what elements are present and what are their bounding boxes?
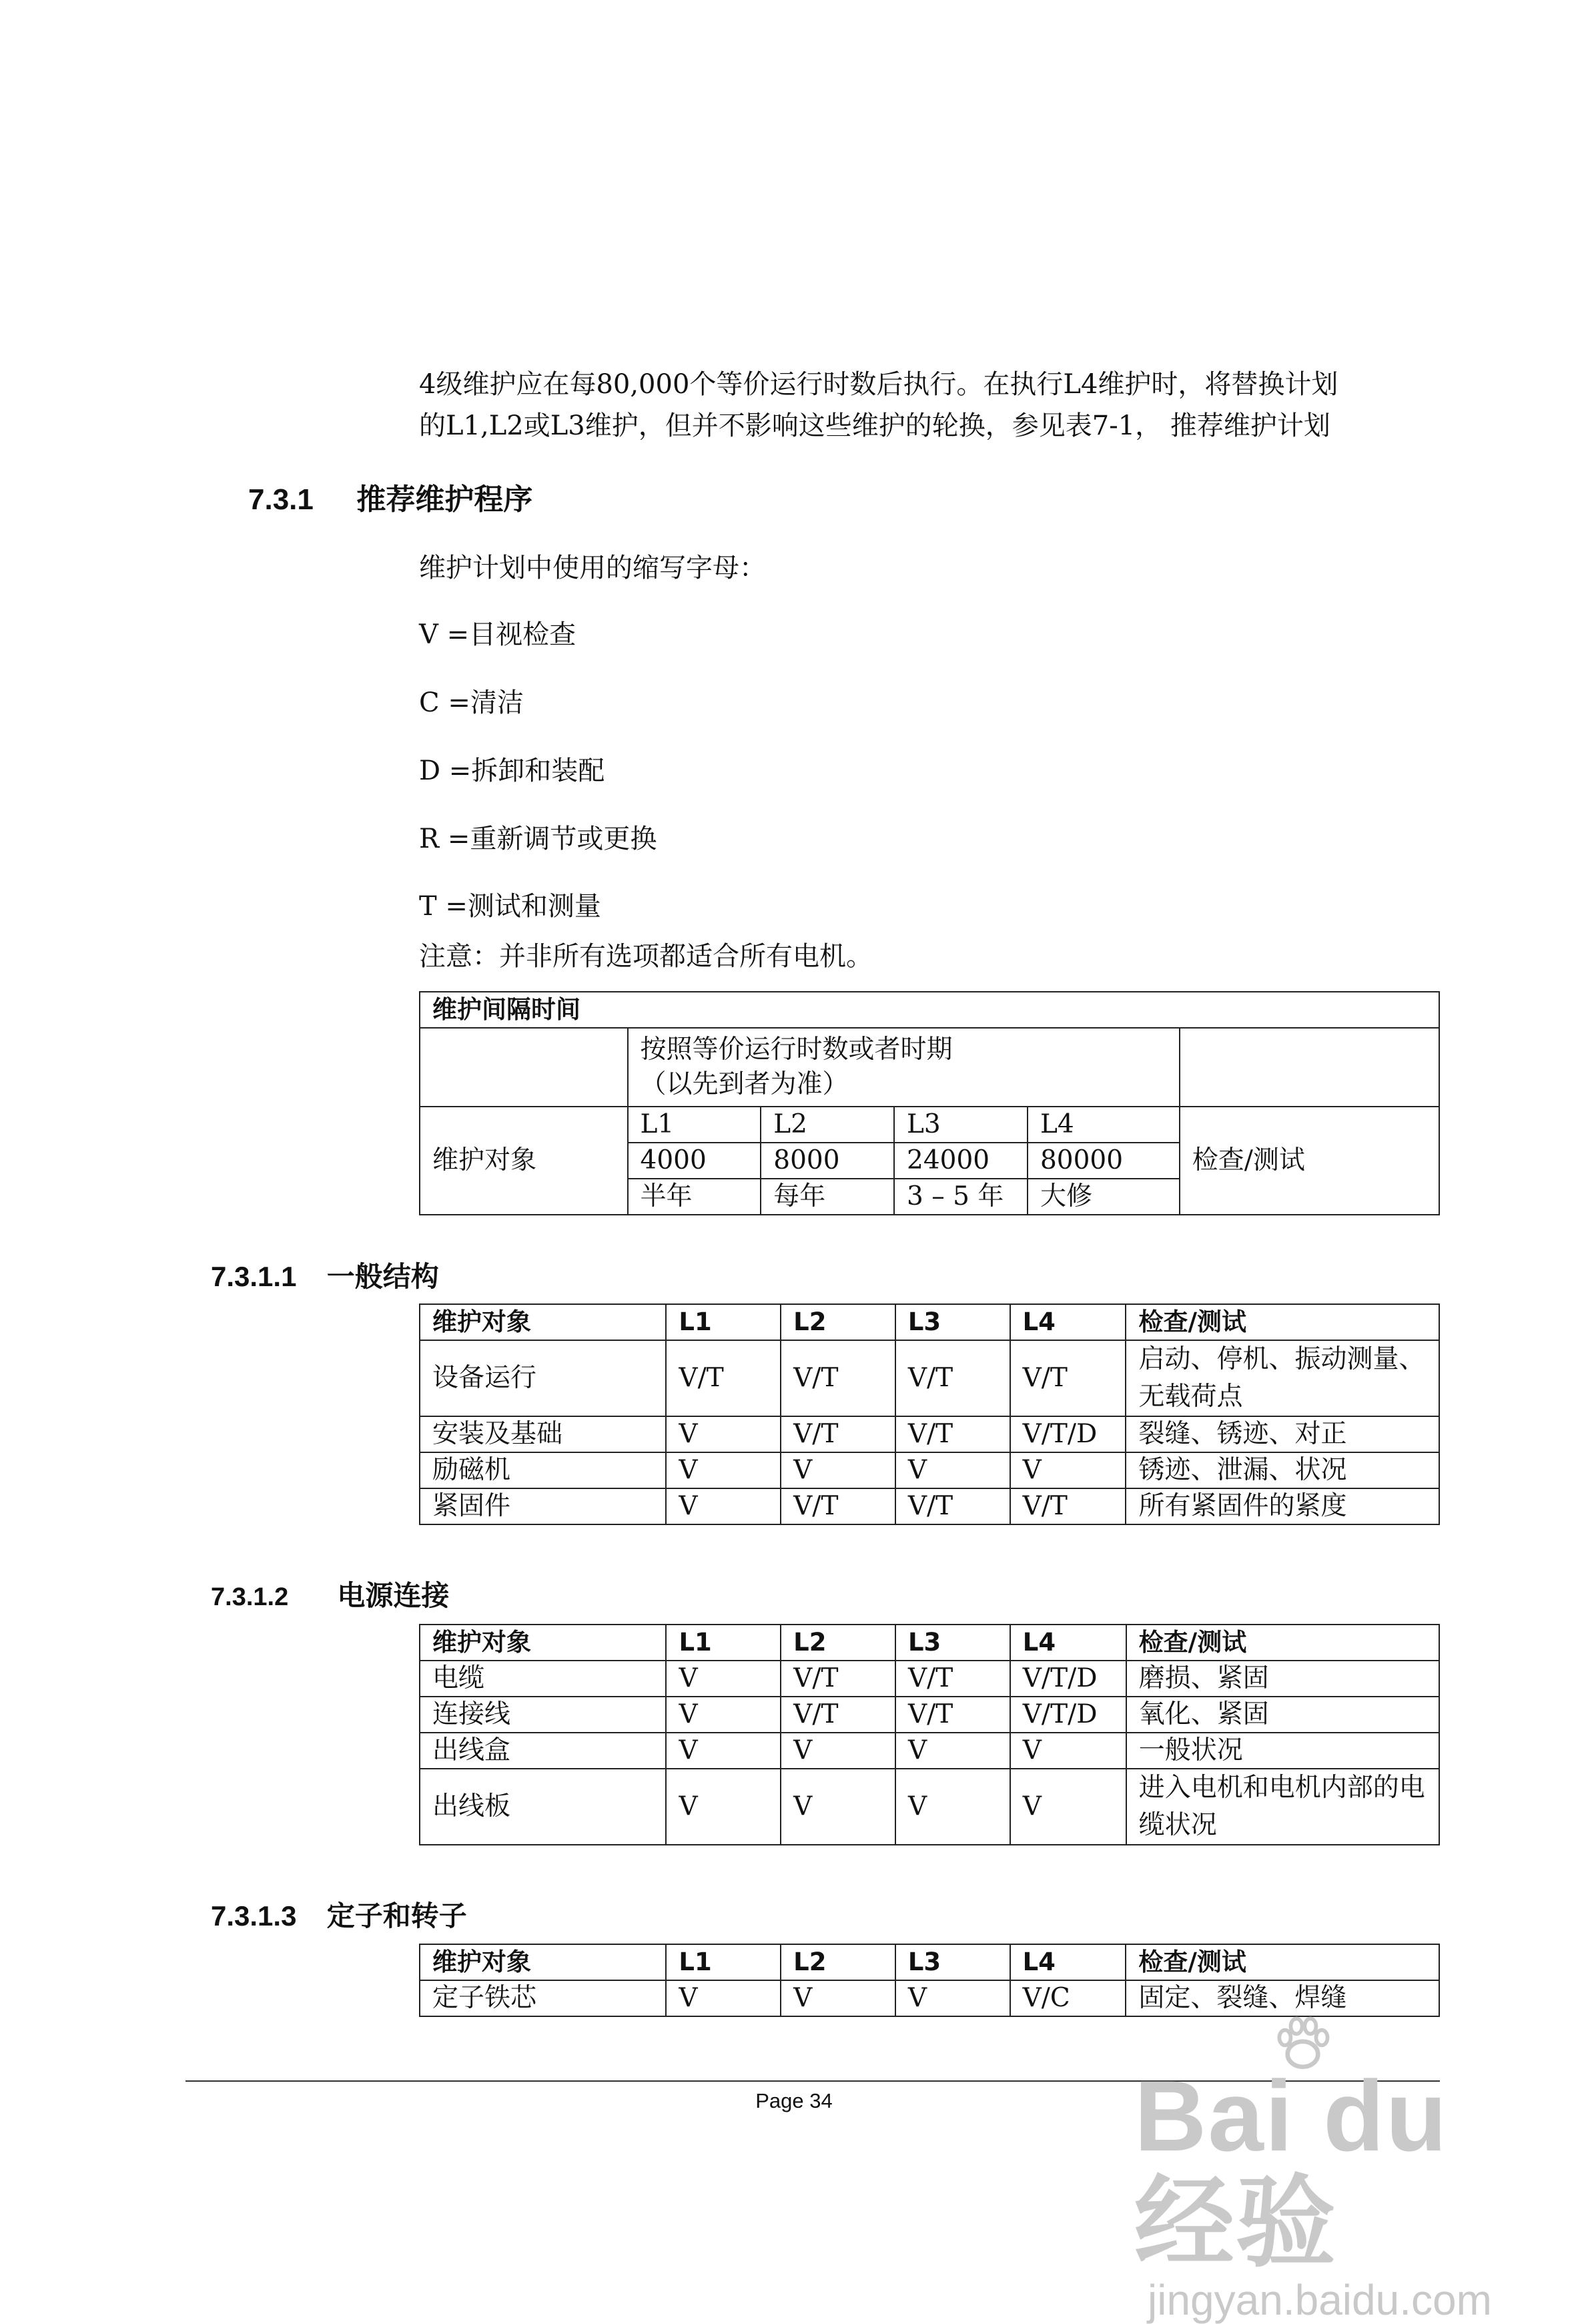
cell: 出线板 bbox=[420, 1769, 666, 1845]
subsection-heading-3 bbox=[211, 1894, 467, 1934]
cell: V bbox=[666, 1416, 781, 1452]
header-cell: L3 bbox=[895, 1944, 1010, 1980]
subsection-title: 电源连接 bbox=[337, 1580, 450, 1611]
cell: V/T bbox=[781, 1661, 895, 1697]
header-cell: L4 bbox=[1010, 1304, 1126, 1340]
period-cell: 大修 bbox=[1028, 1179, 1180, 1215]
cell: V bbox=[1010, 1452, 1126, 1488]
cell: V bbox=[1010, 1733, 1126, 1769]
hours-cell: 4000 bbox=[628, 1143, 761, 1179]
period-cell: 3 – 5 年 bbox=[894, 1179, 1028, 1215]
cell: 进入电机和电机内部的电缆状况 bbox=[1126, 1769, 1439, 1845]
hours-cell: 80000 bbox=[1028, 1143, 1180, 1179]
cell: V/T/D bbox=[1010, 1661, 1126, 1697]
hours-cell: 24000 bbox=[894, 1143, 1028, 1179]
cell: V bbox=[781, 1980, 895, 2016]
subsection-number: 7.3.1.1 bbox=[211, 1261, 297, 1292]
cell: V/T bbox=[895, 1697, 1010, 1733]
header-cell: L4 bbox=[1010, 1625, 1126, 1661]
header-cell: L1 bbox=[666, 1304, 781, 1340]
cell: V/T bbox=[781, 1697, 895, 1733]
cell: 安装及基础 bbox=[420, 1416, 666, 1452]
cell: V/T bbox=[895, 1661, 1010, 1697]
intro-line-2: 的L1,L2或L3维护，但并不影响这些维护的轮换，参见表7-1， 推荐维护计划 bbox=[419, 410, 1330, 441]
table-row bbox=[420, 1488, 1439, 1524]
interval-check-label: 检查/测试 bbox=[1180, 1107, 1439, 1215]
header-cell: L4 bbox=[1010, 1944, 1126, 1980]
intro-line-1: 4级维护应在每80,000个等价运行时数后执行。在执行L4维护时，将替换计划 bbox=[419, 369, 1338, 400]
cell: V bbox=[666, 1769, 781, 1845]
header-cell: L3 bbox=[895, 1304, 1010, 1340]
cell: V/T bbox=[895, 1340, 1010, 1416]
header-cell: 维护对象 bbox=[420, 1304, 666, 1340]
period-cell: 每年 bbox=[761, 1179, 894, 1215]
cell: 紧固件 bbox=[420, 1488, 666, 1524]
interval-title-row bbox=[420, 992, 1439, 1028]
abbrev-item-c: C =清洁 bbox=[419, 687, 524, 718]
watermark bbox=[1134, 2022, 1508, 2324]
cell: 电缆 bbox=[420, 1661, 666, 1697]
table-header-row bbox=[420, 1944, 1439, 1980]
header-cell: 维护对象 bbox=[420, 1944, 666, 1980]
cell: V bbox=[666, 1733, 781, 1769]
cell: 励磁机 bbox=[420, 1452, 666, 1488]
cell: V/T bbox=[781, 1488, 895, 1524]
cell: 连接线 bbox=[420, 1697, 666, 1733]
cell: V bbox=[781, 1769, 895, 1845]
level-cell: L3 bbox=[894, 1107, 1028, 1143]
table-row bbox=[420, 1416, 1439, 1452]
abbrev-item-d: D =拆卸和装配 bbox=[419, 756, 605, 786]
cell: V/T bbox=[1010, 1488, 1126, 1524]
table-header-row bbox=[420, 1625, 1439, 1661]
cell: V bbox=[666, 1697, 781, 1733]
abbrev-intro: 维护计划中使用的缩写字母： bbox=[419, 553, 766, 583]
section-number: 7.3.1 bbox=[248, 483, 314, 516]
page-number: Page 34 bbox=[755, 2089, 833, 2112]
cell: 所有紧固件的紧度 bbox=[1126, 1488, 1439, 1524]
section-heading bbox=[248, 475, 532, 518]
subsection-number: 7.3.1.3 bbox=[211, 1900, 297, 1932]
interval-basis-row bbox=[420, 1028, 1439, 1107]
cell: V/C bbox=[1010, 1980, 1126, 2016]
hours-cell: 8000 bbox=[761, 1143, 894, 1179]
header-cell: 维护对象 bbox=[420, 1625, 666, 1661]
table-row bbox=[420, 1769, 1439, 1845]
cell: 磨损、紧固 bbox=[1126, 1661, 1439, 1697]
cell: 氧化、紧固 bbox=[1126, 1697, 1439, 1733]
cell: 锈迹、泄漏、状况 bbox=[1126, 1452, 1439, 1488]
level-cell: L4 bbox=[1028, 1107, 1180, 1143]
cell: 一般状况 bbox=[1126, 1733, 1439, 1769]
table-header-row bbox=[420, 1304, 1439, 1340]
cell: V bbox=[666, 1488, 781, 1524]
cell: V/T bbox=[781, 1416, 895, 1452]
cell: 裂缝、锈迹、对正 bbox=[1126, 1416, 1439, 1452]
cell: V bbox=[781, 1733, 895, 1769]
table-general-structure bbox=[419, 1303, 1440, 1525]
subsection-title: 一般结构 bbox=[326, 1261, 439, 1292]
table-row bbox=[420, 1661, 1439, 1697]
section-title: 推荐维护程序 bbox=[356, 483, 533, 516]
header-cell: 检查/测试 bbox=[1126, 1625, 1439, 1661]
abbrev-note: 注意：并非所有选项都适合所有电机。 bbox=[419, 941, 873, 972]
paw-icon bbox=[1271, 2012, 1334, 2076]
cell: V/T bbox=[781, 1340, 895, 1416]
cell: 设备运行 bbox=[420, 1340, 666, 1416]
table-stator-rotor bbox=[419, 1944, 1440, 2017]
table-row bbox=[420, 1697, 1439, 1733]
interval-object-label: 维护对象 bbox=[420, 1107, 628, 1215]
cell: V/T bbox=[1010, 1340, 1126, 1416]
cell: V bbox=[781, 1452, 895, 1488]
cell: V/T bbox=[895, 1416, 1010, 1452]
header-cell: L2 bbox=[781, 1944, 895, 1980]
cell: V bbox=[895, 1980, 1010, 2016]
empty-cell bbox=[420, 1028, 628, 1107]
table-power-connection bbox=[419, 1624, 1440, 1845]
cell: V bbox=[1010, 1769, 1126, 1845]
cell: 启动、停机、振动测量、无载荷点 bbox=[1126, 1340, 1439, 1416]
interval-basis bbox=[628, 1028, 1180, 1107]
cell: V/T/D bbox=[1010, 1697, 1126, 1733]
cell: 出线盒 bbox=[420, 1733, 666, 1769]
interval-table bbox=[419, 991, 1440, 1215]
abbrev-item-r: R =重新调节或更换 bbox=[419, 824, 657, 854]
level-cell: L2 bbox=[761, 1107, 894, 1143]
header-cell: 检查/测试 bbox=[1126, 1304, 1439, 1340]
header-cell: L2 bbox=[781, 1625, 895, 1661]
header-cell: 检查/测试 bbox=[1126, 1944, 1439, 1980]
header-cell: L1 bbox=[666, 1944, 781, 1980]
cell: V/T bbox=[666, 1340, 781, 1416]
subsection-number: 7.3.1.2 bbox=[211, 1583, 289, 1611]
level-cell: L1 bbox=[628, 1107, 761, 1143]
interval-basis-line-1: 按照等价运行时数或者时期 bbox=[640, 1035, 953, 1065]
cell: V/T/D bbox=[1010, 1416, 1126, 1452]
abbrev-item-v: V =目视检查 bbox=[419, 619, 576, 650]
cell: V bbox=[666, 1980, 781, 2016]
abbrev-item-t: T =测试和测量 bbox=[419, 891, 601, 922]
watermark-brand: Bai du 经验 bbox=[1134, 2060, 1449, 2279]
interval-levels-row bbox=[420, 1107, 1439, 1143]
cell: V bbox=[666, 1661, 781, 1697]
table-row bbox=[420, 1980, 1439, 2016]
table-row bbox=[420, 1733, 1439, 1769]
subsection-title: 定子和转子 bbox=[326, 1900, 467, 1932]
table-row bbox=[420, 1452, 1439, 1488]
period-cell: 半年 bbox=[628, 1179, 761, 1215]
cell: V bbox=[895, 1452, 1010, 1488]
cell: 定子铁芯 bbox=[420, 1980, 666, 2016]
header-cell: L2 bbox=[781, 1304, 895, 1340]
header-cell: L3 bbox=[895, 1625, 1010, 1661]
empty-cell bbox=[1180, 1028, 1439, 1107]
cell: V bbox=[666, 1452, 781, 1488]
header-cell: L1 bbox=[666, 1625, 781, 1661]
cell: V bbox=[895, 1733, 1010, 1769]
interval-basis-line-2: （以先到者为准） bbox=[640, 1069, 849, 1099]
watermark-url: jingyan.baidu.com bbox=[1148, 2276, 1492, 2324]
table-row bbox=[420, 1340, 1439, 1416]
cell: 固定、裂缝、焊缝 bbox=[1126, 1980, 1439, 2016]
cell: V bbox=[895, 1769, 1010, 1845]
cell: V/T bbox=[895, 1488, 1010, 1524]
intro-paragraph bbox=[419, 364, 1338, 447]
subsection-heading-1 bbox=[211, 1255, 439, 1295]
interval-title: 维护间隔时间 bbox=[420, 992, 1439, 1028]
subsection-heading-2 bbox=[211, 1574, 449, 1614]
